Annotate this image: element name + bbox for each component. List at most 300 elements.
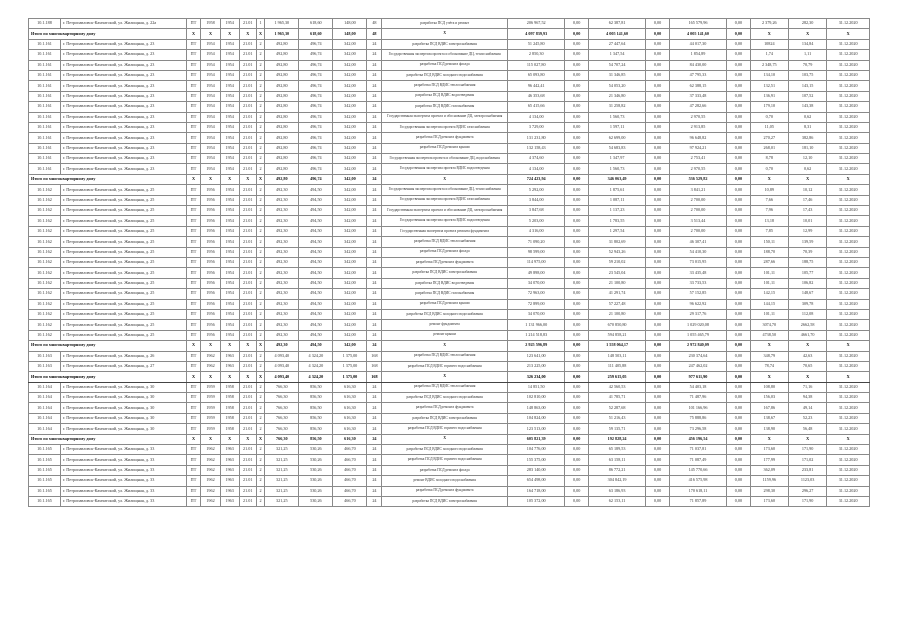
table-cell: 321,25 — [265, 486, 299, 496]
table-cell: г. Петропавловск-Камчатский, ул. Жилищная, д. 25 — [60, 289, 186, 299]
table-cell: 230 374,64 — [669, 351, 726, 361]
table-cell: 0,00 — [646, 164, 669, 174]
table-cell: 530,26 — [299, 486, 333, 496]
table-cell: 10.1.161 — [29, 122, 61, 132]
table-cell: 52 943,26 — [588, 247, 645, 257]
table-cell: 24 — [367, 455, 382, 465]
table-cell: 2 — [256, 247, 265, 257]
table-cell: 71,16 — [788, 382, 826, 392]
total-cell: Х — [750, 434, 788, 444]
table-cell: 10.1.162 — [29, 330, 61, 340]
table-cell: разработка ПСД ремонта крыши — [382, 143, 508, 153]
table-cell: ПТ — [186, 237, 201, 247]
table-cell: 0,00 — [565, 257, 588, 267]
table-cell: 27 447,64 — [588, 39, 645, 49]
table-cell: 71 090,20 — [507, 237, 564, 247]
table-cell: 342,00 — [333, 289, 367, 299]
table-cell: 1959 — [201, 403, 220, 413]
table-cell: ПТ — [186, 195, 201, 205]
table-cell: 492,30 — [265, 257, 299, 267]
table-row — [29, 268, 870, 278]
table-cell: 0,00 — [646, 39, 669, 49]
table-cell: 0,00 — [727, 320, 750, 330]
table-cell: 0,00 — [565, 164, 588, 174]
table-cell: 0,00 — [565, 351, 588, 361]
table-cell: 54 683,83 — [588, 143, 645, 153]
table-cell: г. Петропавловск-Камчатский, ул. Жилищная, д. 25 — [60, 309, 186, 319]
total-cell: 0,00 — [727, 341, 750, 351]
table-cell: 8,31 — [788, 122, 826, 132]
total-cell: Х — [382, 372, 508, 382]
table-cell: 2 — [256, 268, 265, 278]
table-cell: 21.01 — [239, 237, 256, 247]
table-cell: Государственная экспертиза проекта и обоснование ДЦ, электроснабжения — [382, 206, 508, 216]
table-cell: 1 560,73 — [588, 112, 645, 122]
table-cell: 494,50 — [299, 268, 333, 278]
table-cell: 10,12 — [788, 185, 826, 195]
table-cell: 1956 — [201, 330, 220, 340]
table-cell: 70,79 — [788, 60, 826, 70]
table-cell: 21 100,80 — [588, 278, 645, 288]
table-cell: разработка ПСД ВДИС водоотведения — [382, 278, 508, 288]
table-cell: г. Петропавловск-Камчатский, ул. Жилищная, д. 25 — [60, 216, 186, 226]
table-cell: 0,00 — [727, 60, 750, 70]
table-cell: 2 — [256, 154, 265, 164]
table-cell: 0,00 — [565, 226, 588, 236]
table-cell: 0,00 — [646, 226, 669, 236]
table-cell: 1 055 465,79 — [669, 330, 726, 340]
table-cell: 21.01 — [239, 133, 256, 143]
table-cell: 0,00 — [646, 247, 669, 257]
table-cell: 2 850,30 — [507, 50, 564, 60]
table-cell: 52,23 — [788, 413, 826, 423]
total-cell: Х — [827, 434, 870, 444]
total-cell: Х — [239, 341, 256, 351]
table-cell: г. Петропавловск-Камчатский, ул. Жилищная, д. 22а — [60, 19, 186, 29]
table-cell: 0,00 — [646, 143, 669, 153]
table-cell: 94,38 — [788, 393, 826, 403]
table-cell: 10.1.164 — [29, 403, 61, 413]
table-cell: 31.12.2020 — [827, 361, 870, 371]
table-cell: 54 053,20 — [588, 81, 645, 91]
table-cell: 466,70 — [333, 455, 367, 465]
table-cell: 144,15 — [750, 299, 788, 309]
table-cell: разработка ПСД ВДИС горячего водоснабжения — [382, 361, 508, 371]
table-cell: 1 297,54 — [588, 226, 645, 236]
table-cell: 17,46 — [788, 195, 826, 205]
total-cell: 0,00 — [565, 29, 588, 39]
total-cell: Х — [239, 434, 256, 444]
table-cell: 1 375,00 — [333, 361, 367, 371]
table-cell: 24 — [367, 237, 382, 247]
table-cell: разработка ПСД ВДИС теплоснабжения — [382, 351, 508, 361]
table-cell: 0,00 — [646, 403, 669, 413]
table-cell: 114 975,00 — [507, 257, 564, 267]
table-cell: 1954 — [220, 247, 239, 257]
total-cell: Х — [186, 341, 201, 351]
table-cell: разработка ПСД ВДИС теплоснабжения — [382, 81, 508, 91]
table-cell: 0,00 — [727, 330, 750, 340]
table-cell: 2 — [256, 195, 265, 205]
table-cell: 188,75 — [788, 257, 826, 267]
table-cell: 31.12.2020 — [827, 237, 870, 247]
table-cell: 1958 — [220, 413, 239, 423]
total-cell: Итого по многоквартирному дому — [29, 341, 187, 351]
table-cell: 10.1.161 — [29, 81, 61, 91]
table-cell: 2 913,85 — [669, 122, 726, 132]
table-cell: 1954 — [220, 330, 239, 340]
table-cell: 10.1.165 — [29, 496, 61, 506]
total-cell: Итого по многоквартирному дому — [29, 372, 187, 382]
table-cell: 492,30 — [265, 226, 299, 236]
table-cell: 31.12.2020 — [827, 19, 870, 29]
table-cell: 0,00 — [727, 465, 750, 475]
table-row — [29, 465, 870, 475]
table-cell: ПТ — [186, 403, 201, 413]
table-cell: 31.12.2020 — [827, 445, 870, 455]
table-cell: 1959 — [201, 413, 220, 423]
table-cell: 31.12.2020 — [827, 60, 870, 70]
table-cell: 21.01 — [239, 320, 256, 330]
table-cell: 496,74 — [299, 50, 333, 60]
table-cell: 24 — [367, 164, 382, 174]
table-cell: 1963 — [220, 486, 239, 496]
table-cell: ПТ — [186, 91, 201, 101]
table-cell: разработка ПСД ВДИС теплоснабжения — [382, 237, 508, 247]
table-cell: 3 841,21 — [669, 185, 726, 195]
table-cell: 0,00 — [565, 39, 588, 49]
table-cell: 2 — [256, 206, 265, 216]
table-cell: 84 430,00 — [669, 60, 726, 70]
table-cell: 168 — [367, 351, 382, 361]
table-cell: разработка ПСД ВДИС газоснабжения — [382, 102, 508, 112]
table-cell: 31.12.2020 — [827, 143, 870, 153]
table-cell: г. Петропавловск-Камчатский, ул. Жилищная, д. 30 — [60, 382, 186, 392]
table-cell: 139,59 — [788, 237, 826, 247]
total-cell: 456 196,54 — [669, 434, 726, 444]
table-cell: ремонт фундамента — [382, 320, 508, 330]
table-cell: 1956 — [201, 195, 220, 205]
table-cell: 342,00 — [333, 237, 367, 247]
table-cell: 96 622,92 — [669, 299, 726, 309]
table-cell: г. Петропавловск-Камчатский, ул. Жилищная, д. 23 — [60, 122, 186, 132]
table-cell: 0,00 — [565, 216, 588, 226]
table-cell: ПТ — [186, 185, 201, 195]
table-cell: 0,00 — [727, 206, 750, 216]
table-cell: ПТ — [186, 413, 201, 423]
table-cell: 12,10 — [788, 154, 826, 164]
total-cell: Х — [186, 174, 201, 184]
table-cell: 1958 — [201, 19, 220, 29]
table-cell: 342,00 — [333, 216, 367, 226]
total-cell: Х — [256, 341, 265, 351]
total-cell: 0,00 — [565, 174, 588, 184]
table-cell: 31.12.2020 — [827, 39, 870, 49]
total-cell: Х — [186, 434, 201, 444]
total-cell: 2 925 596,89 — [507, 341, 564, 351]
table-cell: 1 854,89 — [669, 50, 726, 60]
table-cell: 1 347,97 — [588, 154, 645, 164]
table-cell: 24 — [367, 476, 382, 486]
table-row — [29, 476, 870, 486]
table-cell: 24 — [367, 112, 382, 122]
table-cell: г. Петропавловск-Камчатский, ул. Жилищная, д. 30 — [60, 403, 186, 413]
total-cell: Х — [201, 434, 220, 444]
table-cell: 132 158,43 — [507, 143, 564, 153]
table-cell: 123 641,00 — [507, 351, 564, 361]
table-cell: 492,80 — [265, 60, 299, 70]
table-row — [29, 257, 870, 267]
table-cell: 494,50 — [299, 278, 333, 288]
table-cell: 1,11 — [788, 50, 826, 60]
table-cell: 494,50 — [299, 226, 333, 236]
table-cell: 1954 — [201, 81, 220, 91]
table-cell: 1954 — [201, 154, 220, 164]
table-cell: 31.12.2020 — [827, 299, 870, 309]
table-cell: 24 — [367, 268, 382, 278]
table-cell: 24 — [367, 257, 382, 267]
table-cell: 494,50 — [299, 257, 333, 267]
table-cell: 143,15 — [788, 81, 826, 91]
table-cell: 616,30 — [333, 424, 367, 434]
table-cell: 13,18 — [750, 216, 788, 226]
table-cell: 342,00 — [333, 112, 367, 122]
table-cell: ПТ — [186, 122, 201, 132]
table-cell: разработка ПСД ремонта фасада — [382, 247, 508, 257]
table-cell: разработка ПСД учёта и ремонт — [382, 19, 508, 29]
table-cell: 101,11 — [750, 268, 788, 278]
table-cell: 148 863,00 — [507, 403, 564, 413]
table-cell: 24 — [367, 143, 382, 153]
total-cell: 24 — [367, 174, 382, 184]
table-cell: 2 — [256, 216, 265, 226]
total-cell: 0,00 — [646, 434, 669, 444]
table-cell: г. Петропавловск-Камчатский, ул. Жилищная, д. 23 — [60, 81, 186, 91]
total-cell: 4 005 141,60 — [669, 29, 726, 39]
table-cell: 24 — [367, 299, 382, 309]
table-cell: 2 — [256, 496, 265, 506]
table-cell: 342,00 — [333, 70, 367, 80]
table-cell: г. Петропавловск-Камчатский, ул. Жилищная, д. 23 — [60, 91, 186, 101]
table-row — [29, 393, 870, 403]
total-cell: Х — [220, 372, 239, 382]
table-cell: 1963 — [220, 351, 239, 361]
table-cell: г. Петропавловск-Камчатский, ул. Жилищная, д. 33 — [60, 465, 186, 475]
table-cell: 10.1.161 — [29, 39, 61, 49]
total-cell: Х — [827, 29, 870, 39]
table-cell: 1954 — [220, 278, 239, 288]
table-cell: 247 462,02 — [669, 361, 726, 371]
table-cell: ПТ — [186, 112, 201, 122]
table-cell: разработка ПСД ремонта фундамента — [382, 257, 508, 267]
table-cell: 616,30 — [333, 403, 367, 413]
table-cell: 1954 — [220, 39, 239, 49]
table-cell: 11,05 — [750, 122, 788, 132]
table-total-row — [29, 29, 870, 39]
table-cell: разработка ПСД ВДИС электроснабжения — [382, 268, 508, 278]
table-cell: 24 — [367, 424, 382, 434]
table-cell: 4 374,60 — [507, 154, 564, 164]
table-cell: ПТ — [186, 330, 201, 340]
table-cell: 0,00 — [727, 102, 750, 112]
table-cell: 2 — [256, 299, 265, 309]
table-cell: 24 — [367, 413, 382, 423]
table-cell: 0,00 — [727, 154, 750, 164]
table-cell: 0,00 — [565, 133, 588, 143]
table-cell: 342,00 — [333, 247, 367, 257]
table-cell: 342,00 — [333, 91, 367, 101]
table-cell: разработка ПСД ВДИС холодного водоснабжения — [382, 309, 508, 319]
total-cell: Х — [788, 434, 826, 444]
table-cell: 492,80 — [265, 112, 299, 122]
table-cell: 1954 — [220, 102, 239, 112]
table-cell: 31.12.2020 — [827, 351, 870, 361]
table-cell: 31.12.2020 — [827, 164, 870, 174]
table-cell: 0,00 — [646, 237, 669, 247]
table-cell: 24 — [367, 247, 382, 257]
total-cell: 0,00 — [727, 174, 750, 184]
table-cell: 1956 — [201, 247, 220, 257]
table-cell: ПТ — [186, 60, 201, 70]
table-cell: 171,90 — [788, 496, 826, 506]
table-cell: 132,51 — [750, 81, 788, 91]
table-cell: ПТ — [186, 309, 201, 319]
table-cell: 494,50 — [299, 309, 333, 319]
table-row — [29, 154, 870, 164]
table-cell: 21.01 — [239, 39, 256, 49]
total-cell: Х — [239, 372, 256, 382]
table-cell: 10,89 — [750, 185, 788, 195]
table-row — [29, 226, 870, 236]
table-cell: разработка ПСД ВДИС холодного водоснабжения — [382, 445, 508, 455]
table-cell: 466,70 — [333, 465, 367, 475]
table-cell: г. Петропавловск-Камчатский, ул. Жилищная, д. 27 — [60, 361, 186, 371]
table-cell: 0,00 — [565, 268, 588, 278]
table-cell: ремонт ВДИС холодного водоснабжения — [382, 476, 508, 486]
table-cell: 494,50 — [299, 247, 333, 257]
table-cell: 0,00 — [727, 91, 750, 101]
total-cell: 4 005 141,60 — [588, 29, 645, 39]
table-cell: 0,00 — [727, 19, 750, 29]
table-cell: 1956 — [201, 320, 220, 330]
table-cell: 2 — [256, 70, 265, 80]
table-cell: ПТ — [186, 465, 201, 475]
table-cell: 1954 — [220, 226, 239, 236]
table-cell: 492,80 — [265, 154, 299, 164]
table-cell: 0,00 — [646, 257, 669, 267]
table-cell: разработка ПСД ВДИС электроснабжения — [382, 39, 508, 49]
table-cell: 48 — [367, 19, 382, 29]
table-cell: 494,50 — [299, 289, 333, 299]
table-cell: 148,00 — [333, 19, 367, 29]
total-cell: Х — [256, 29, 265, 39]
table-cell: 104 824,00 — [507, 413, 564, 423]
table-cell: 21.01 — [239, 19, 256, 29]
table-cell: 618,60 — [299, 19, 333, 29]
table-cell: 2 — [256, 91, 265, 101]
table-cell: 0,70 — [750, 164, 788, 174]
table-cell: 21.01 — [239, 257, 256, 267]
table-cell: разработка ПСД ВДИС холодного водоснабжения — [382, 70, 508, 80]
total-cell: 4 097 839,93 — [507, 29, 564, 39]
table-cell: 492,30 — [265, 278, 299, 288]
table-cell: г. Петропавловск-Камчатский, ул. Жилищная, д. 23 — [60, 70, 186, 80]
table-row — [29, 382, 870, 392]
table-cell: 321,25 — [265, 465, 299, 475]
table-cell: 0,00 — [727, 299, 750, 309]
total-cell: 0,00 — [727, 434, 750, 444]
table-cell: 0,00 — [565, 320, 588, 330]
total-cell: 24 — [367, 341, 382, 351]
table-cell: 71 087,49 — [669, 455, 726, 465]
table-cell: 1954 — [220, 154, 239, 164]
table-cell: 0,00 — [565, 50, 588, 60]
table-cell: 63 186,93 — [588, 486, 645, 496]
table-cell: 594 858,21 — [588, 330, 645, 340]
table-cell: 59 210,02 — [588, 257, 645, 267]
table-cell: 21.01 — [239, 247, 256, 257]
table-cell: 856,50 — [299, 413, 333, 423]
table-cell: 10.1.162 — [29, 278, 61, 288]
total-cell: Х — [201, 29, 220, 39]
table-cell: 1954 — [220, 257, 239, 267]
table-cell: 2 — [256, 102, 265, 112]
table-cell: 0,00 — [565, 143, 588, 153]
table-cell: 0,00 — [646, 185, 669, 195]
table-cell: 2 — [256, 361, 265, 371]
table-cell: 1962 — [201, 496, 220, 506]
table-cell: 1962 — [201, 476, 220, 486]
table-cell: 134,10 — [750, 70, 788, 80]
table-cell: 1956 — [201, 185, 220, 195]
table-cell: 23 545,04 — [588, 268, 645, 278]
table-cell: 856,50 — [299, 393, 333, 403]
table-cell: 73 015,95 — [669, 257, 726, 267]
table-cell: 71 037,81 — [669, 445, 726, 455]
table-cell: 0,00 — [646, 195, 669, 205]
table-cell: 2 — [256, 476, 265, 486]
table-cell: 342,00 — [333, 278, 367, 288]
table-cell: 1954 — [201, 164, 220, 174]
table-cell: 10.1.164 — [29, 393, 61, 403]
table-cell: 46 353,68 — [507, 91, 564, 101]
table-cell: 1956 — [201, 257, 220, 267]
table-cell: ПТ — [186, 143, 201, 153]
table-cell: 31.12.2020 — [827, 309, 870, 319]
table-cell: 492,30 — [265, 247, 299, 257]
table-cell: 59 135,71 — [588, 424, 645, 434]
table-row — [29, 424, 870, 434]
total-cell: 259 615,05 — [588, 372, 645, 382]
total-cell: 148,00 — [333, 29, 367, 39]
table-cell: 1954 — [220, 70, 239, 80]
table-cell: 0,00 — [727, 195, 750, 205]
table-cell: 33 733,53 — [669, 278, 726, 288]
table-cell: 10.1.161 — [29, 91, 61, 101]
table-cell: 342,00 — [333, 122, 367, 132]
total-cell: 0,00 — [565, 372, 588, 382]
table-cell: г. Петропавловск-Камчатский, ул. Жилищная, д. 25 — [60, 237, 186, 247]
total-cell: 0,00 — [646, 174, 669, 184]
table-cell: 2 — [256, 330, 265, 340]
total-cell: 4 324,20 — [299, 372, 333, 382]
table-cell: 0,00 — [727, 185, 750, 195]
table-cell: 31.12.2020 — [827, 133, 870, 143]
table-cell: 0,00 — [565, 330, 588, 340]
table-cell: 342,00 — [333, 309, 367, 319]
table-cell: 10824 — [750, 39, 788, 49]
table-cell: 1954 — [220, 216, 239, 226]
